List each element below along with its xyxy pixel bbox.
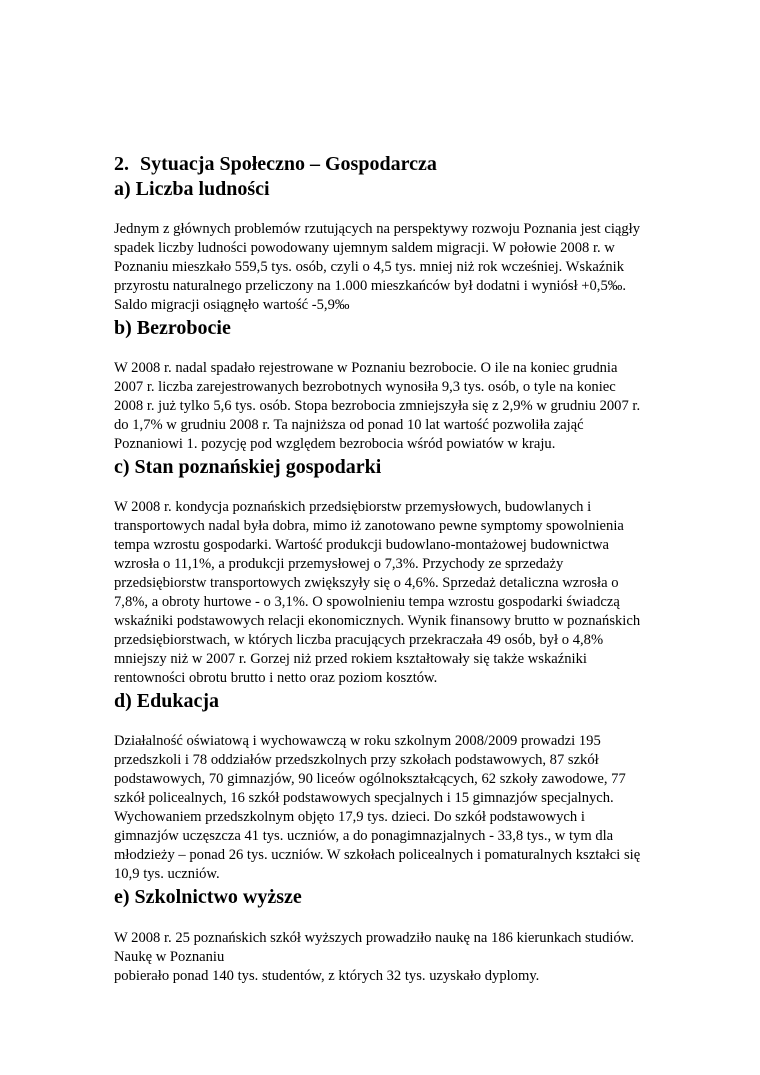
paragraph-line: transportowych nadal była dobra, mimo iż zanotowano pewne symptomy spowolnienia <box>114 518 624 534</box>
paragraph-line: 7,8%, a obroty hurtowe - o 3,1%. O spowolnieniu tempa wzrostu gospodarki świadczą <box>114 594 620 610</box>
section-heading-b <box>114 316 674 340</box>
paragraph-line: mniejszy niż w 2007 r. Gorzej niż przed rokiem kształtowały się także wskaźniki <box>114 651 587 667</box>
paragraph-line: 10,9 tys. uczniów. <box>114 866 220 882</box>
paragraph-line: W 2008 r. 25 poznańskich szkół wyższych prowadziło naukę na 186 kierunkach studiów. <box>114 930 634 946</box>
section-paragraph-a <box>114 220 674 315</box>
paragraph-line: Wychowaniem przedszkolnym objęto 17,9 tys. dzieci. Do szkół podstawowych i <box>114 809 585 825</box>
section-letter: b) <box>114 317 132 339</box>
paragraph-line: pobierało ponad 140 tys. studentów, z których 32 tys. uzyskało dyplomy. <box>114 968 540 984</box>
paragraph-line: przedszkoli i 78 oddziałów przedszkolnych przy szkołach podstawowych, 87 szkół <box>114 752 599 768</box>
section-paragraph-e <box>114 929 674 986</box>
section-heading-c <box>114 455 674 479</box>
section-heading-d <box>114 689 674 713</box>
main-heading <box>114 152 674 176</box>
paragraph-line: przedsiębiorstwach, w których liczba pracujących przekraczała 49 osób, był o 4,8% <box>114 632 604 648</box>
document-page <box>114 152 674 986</box>
paragraph-line: Saldo migracji osiągnęło wartość -5,9‰ <box>114 297 350 313</box>
paragraph-line: Działalność oświatową i wychowawczą w roku szkolnym 2008/2009 prowadzi 195 <box>114 733 601 749</box>
section-title: Bezrobocie <box>136 317 231 339</box>
paragraph-line: gimnazjów uczęszcza 41 tys. uczniów, a do ponagimnazjalnych - 33,8 tys., w tym dla <box>114 828 614 844</box>
paragraph-line: młodzieży – ponad 26 tys. uczniów. W szkołach policealnych i pomaturalnych kształci się <box>114 847 641 863</box>
section-heading-e <box>114 885 674 909</box>
paragraph-line: przedsiębiorstw transportowych zwiększyły się o 4,6%. Sprzedaż detaliczna wzrosła o <box>114 575 619 591</box>
paragraph-line: Jednym z głównych problemów rzutujących na perspektywy rozwoju Poznania jest ciągły <box>114 221 641 237</box>
paragraph-line: przyrostu naturalnego przeliczony na 1.000 mieszkańców był dodatni i wyniósł +0,5‰. <box>114 278 626 294</box>
main-heading-title: Sytuacja Społeczno – Gospodarcza <box>140 153 437 175</box>
section-letter: d) <box>114 690 132 712</box>
section-letter: e) <box>114 886 130 908</box>
section-heading-a <box>114 177 674 201</box>
paragraph-line: 2008 r. już tylko 5,6 tys. osób. Stopa bezrobocia zmniejszyła się z 2,9% w grudniu 2007 r. <box>114 398 641 414</box>
section-title: Liczba ludności <box>135 178 270 200</box>
paragraph-line: rentowności obrotu brutto i netto oraz poziom kosztów. <box>114 670 438 686</box>
paragraph-line: spadek liczby ludności powodowany ujemnym saldem migracji. W połowie 2008 r. w <box>114 240 615 256</box>
section-title: Stan poznańskiej gospodarki <box>134 456 382 478</box>
paragraph-line: Poznaniu mieszkało 559,5 tys. osób, czyli o 4,5 tys. mniej niż rok wcześniej. Wskaźnik <box>114 259 625 275</box>
section-paragraph-c <box>114 498 674 688</box>
paragraph-line: Naukę w Poznaniu <box>114 949 225 965</box>
section-title: Szkolnictwo wyższe <box>134 886 302 908</box>
section-title: Edukacja <box>136 690 220 712</box>
paragraph-line: podstawowych, 70 gimnazjów, 90 liceów ogólnokształcących, 62 szkoły zawodowe, 77 <box>114 771 626 787</box>
paragraph-line: szkół policealnych, 16 szkół podstawowych specjalnych i 15 gimnazjów specjalnych. <box>114 790 614 806</box>
paragraph-line: do 1,7% w grudniu 2008 r. Ta najniższa od ponad 10 lat wartość pozwoliła zająć <box>114 417 584 433</box>
paragraph-line: W 2008 r. kondycja poznańskich przedsiębiorstw przemysłowych, budowlanych i <box>114 499 592 515</box>
paragraph-line: wskaźniki podstawowych relacji ekonomicznych. Wynik finansowy brutto w poznańskich <box>114 613 641 629</box>
section-letter: a) <box>114 178 131 200</box>
paragraph-line: 2007 r. liczba zarejestrowanych bezrobotnych wynosiła 9,3 tys. osób, o tyle na koniec <box>114 379 616 395</box>
main-heading-number: 2. <box>114 153 129 175</box>
paragraph-line: Poznaniowi 1. pozycję pod względem bezrobocia wśród powiatów w kraju. <box>114 436 556 452</box>
section-paragraph-b <box>114 359 674 454</box>
section-letter: c) <box>114 456 130 478</box>
paragraph-line: wzrosła o 11,1%, a produkcji przemysłowej o 7,3%. Przychody ze sprzedaży <box>114 556 564 572</box>
paragraph-line: W 2008 r. nadal spadało rejestrowane w Poznaniu bezrobocie. O ile na koniec grudnia <box>114 360 618 376</box>
section-paragraph-d <box>114 732 674 884</box>
paragraph-line: tempa wzrostu gospodarki. Wartość produkcji budowlano-montażowej budownictwa <box>114 537 610 553</box>
